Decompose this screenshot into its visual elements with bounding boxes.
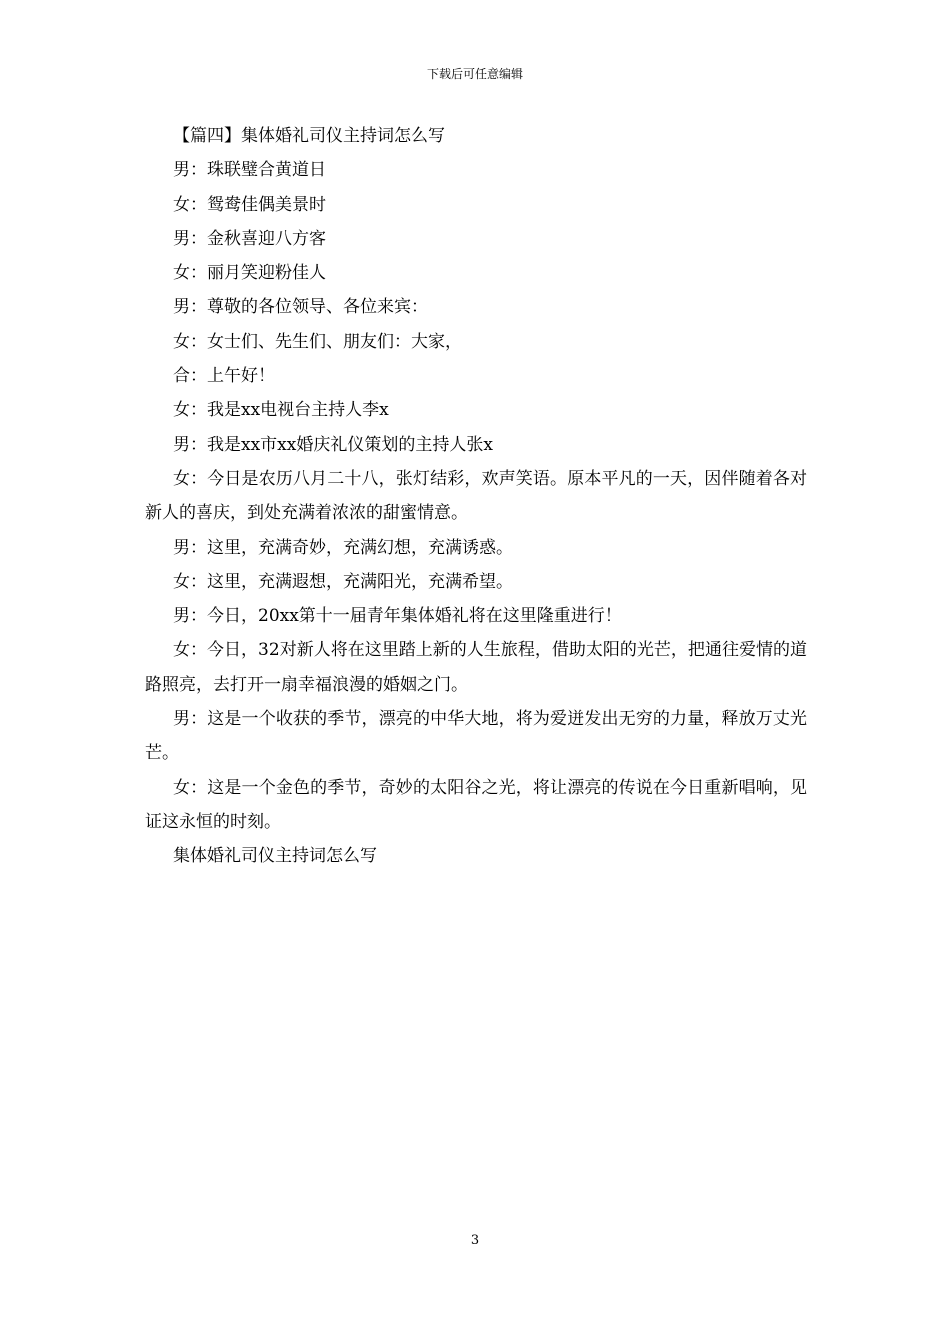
page-header: 下载后可任意编辑: [426, 67, 523, 81]
dialogue-line: 女：这里，充满遐想，充满阳光，充满希望。: [173, 571, 513, 592]
dialogue-line: 女：鸳鸯佳偶美景时: [173, 194, 326, 215]
dialogue-line: 男：珠联璧合黄道日: [173, 160, 326, 181]
document-body: [145, 119, 807, 874]
dialogue-line: 女：我是xx电视台主持人李x: [173, 400, 389, 421]
page-number: 3: [470, 1233, 480, 1248]
dialogue-line: 女：丽月笑迎粉佳人: [173, 263, 326, 284]
section-heading: 【篇四】集体婚礼司仪主持词怎么写: [173, 126, 445, 146]
dialogue-line: 女：女士们、先生们、朋友们：大家，: [173, 331, 462, 352]
dialogue-line: 男：这里，充满奇妙，充满幻想，充满诱惑。: [173, 537, 513, 558]
dialogue-line: 男：今日，20xx第十一届青年集体婚礼将在这里隆重进行！: [173, 606, 622, 627]
dialogue-line: 女：今日是农历八月二十八，张灯结彩，欢声笑语。原本平凡的一天，因伴随着各对新人的喜庆，到处充满着浓浓的甜蜜情意。: [145, 468, 807, 524]
dialogue-line: 男：金秋喜迎八方客: [173, 228, 326, 249]
dialogue-line: 男：这是一个收获的季节，漂亮的中华大地，将为爱迸发出无穷的力量，释放万丈光芒。: [145, 709, 807, 764]
dialogue-line: 女：今日，32对新人将在这里踏上新的人生旅程，借助太阳的光芒，把通往爱情的道路照亮，去打开一扇幸福浪漫的婚姻之门。: [145, 640, 807, 695]
closing-title: 集体婚礼司仪主持词怎么写: [173, 846, 377, 867]
dialogue-line: 女：这是一个金色的季节，奇妙的太阳谷之光，将让漂亮的传说在今日重新唱响，见证这永恒的时刻。: [145, 777, 807, 832]
dialogue-line: 合：上午好！: [173, 366, 275, 387]
dialogue-line: 男：尊敬的各位领导、各位来宾：: [173, 297, 428, 318]
dialogue-line: 男：我是xx市xx婚庆礼仪策划的主持人张x: [173, 434, 493, 455]
